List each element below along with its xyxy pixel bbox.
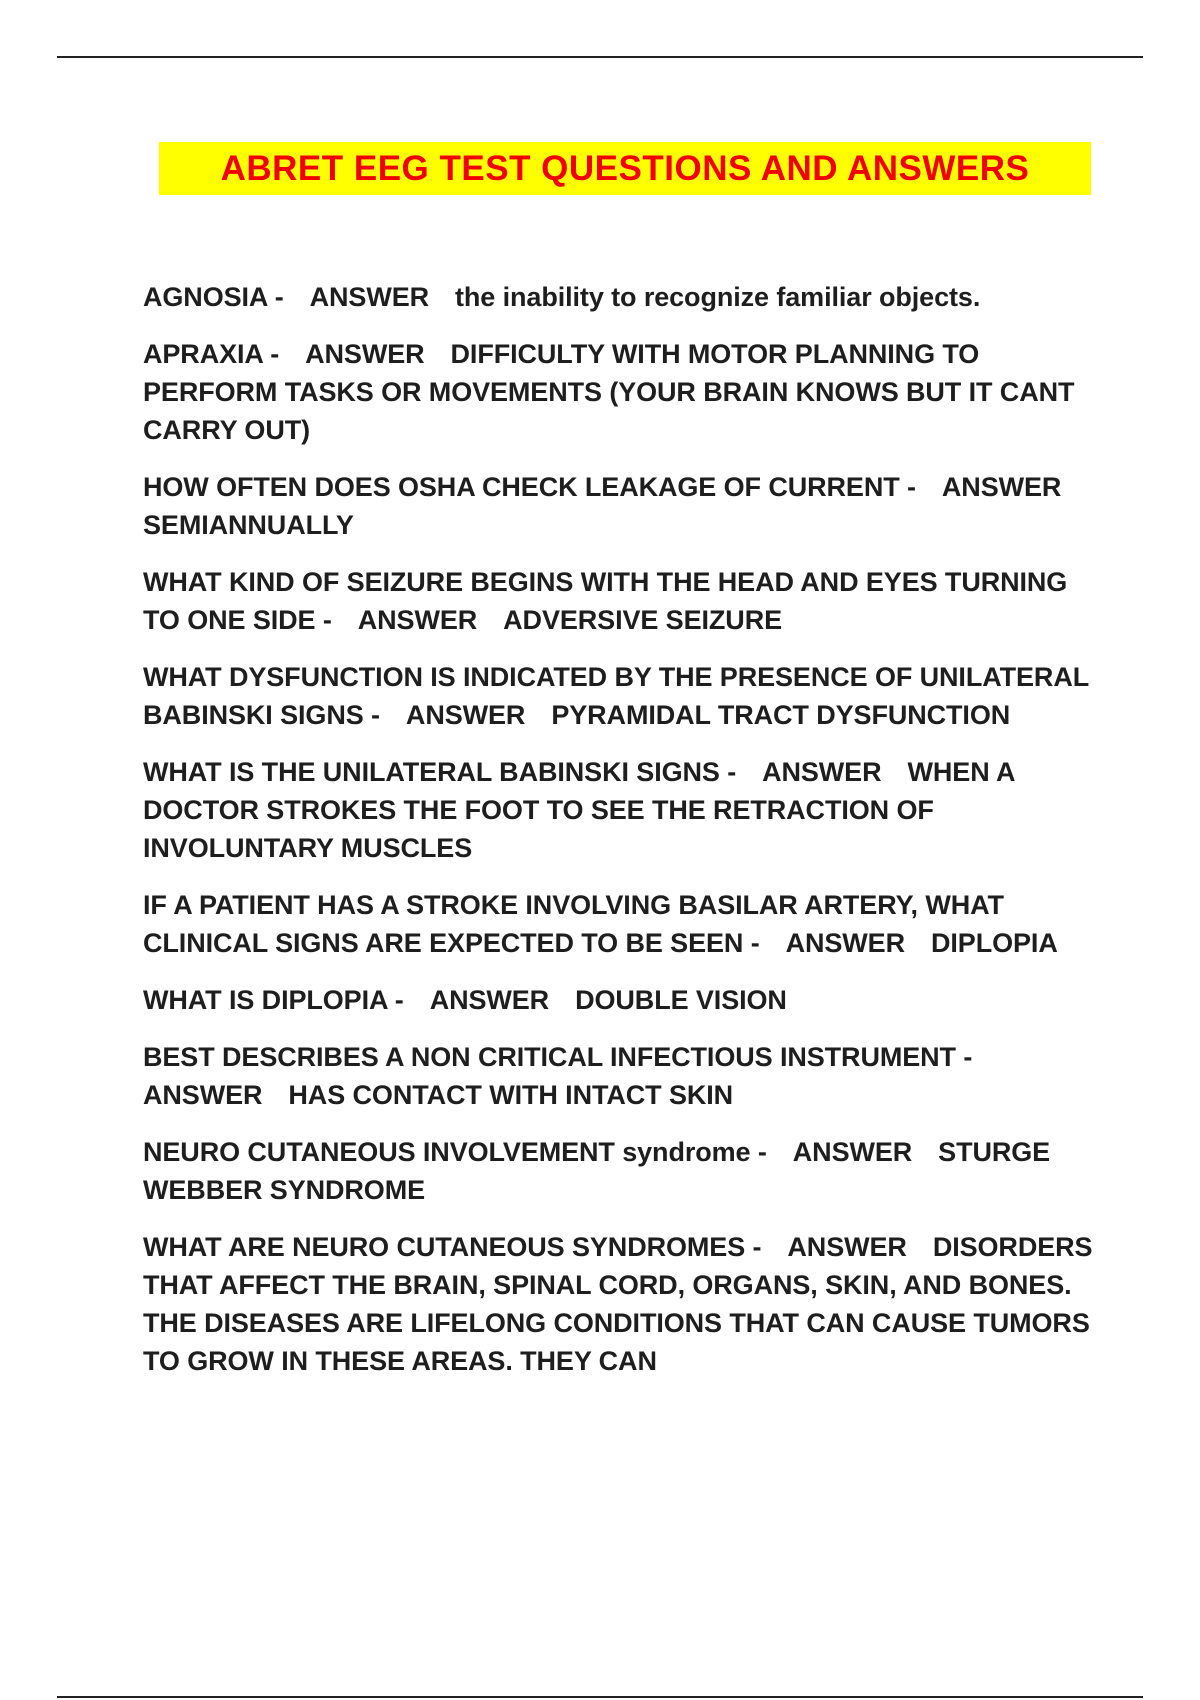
answer-text: SEMIANNUALLY (143, 510, 354, 540)
answer-text: STURGE WEBBER SYNDROME (143, 1137, 1051, 1205)
qa-item (143, 981, 1093, 1019)
question-text: WHAT ARE NEURO CUTANEOUS SYNDROMES - (143, 1232, 762, 1262)
question-text: WHAT KIND OF SEIZURE BEGINS WITH THE HEAD AND EYES TURNING TO ONE SIDE - (143, 567, 1068, 635)
top-rule (57, 56, 1143, 58)
answer-label: ANSWER (762, 757, 882, 787)
answer-label: ANSWER (357, 605, 478, 635)
title-highlight (159, 142, 1091, 195)
answer-text: ADVERSIVE SEIZURE (503, 605, 783, 635)
qa-item (143, 563, 1093, 639)
qa-item (143, 278, 1093, 316)
qa-item (143, 658, 1093, 734)
answer-text: DIFFICULTY WITH MOTOR PLANNING TO PERFORM TASKS OR MOVEMENTS (YOUR BRAIN KNOWS BUT IT CANT CARRY OUT) (143, 339, 1075, 445)
answer-text: DISORDERS THAT AFFECT THE BRAIN, SPINAL CORD, ORGANS, SKIN, AND BONES. THE DISEASES ARE LIFELONG CONDITIONS THAT CAN CAUSE TUMORS TO GROW IN THESE AREAS. THEY CAN (143, 1232, 1093, 1376)
qa-item (143, 886, 1093, 962)
bottom-rule (57, 1696, 1143, 1698)
answer-text: DOUBLE VISION (575, 985, 787, 1015)
question-text: WHAT IS THE UNILATERAL BABINSKI SIGNS - (143, 757, 737, 787)
answer-label: ANSWER (941, 472, 1062, 502)
answer-text: HAS CONTACT WITH INTACT SKIN (288, 1080, 734, 1110)
answer-label: ANSWER (785, 928, 905, 958)
answer-text: PYRAMIDAL TRACT DYSFUNCTION (551, 700, 1011, 730)
question-text: BEST DESCRIBES A NON CRITICAL INFECTIOUS INSTRUMENT - (143, 1042, 973, 1072)
answer-label: ANSWER (792, 1137, 913, 1167)
answer-label: ANSWER (405, 700, 526, 730)
question-text: HOW OFTEN DOES OSHA CHECK LEAKAGE OF CURRENT - (143, 472, 916, 502)
qa-item (143, 1038, 1093, 1114)
answer-label: ANSWER (309, 282, 430, 312)
document-title: ABRET EEG TEST QUESTIONS AND ANSWERS (220, 149, 1030, 188)
question-text: IF A PATIENT HAS A STROKE INVOLVING BASILAR ARTERY, WHAT CLINICAL SIGNS ARE EXPECTED TO BE SEEN - (143, 890, 1004, 958)
answer-text: WHEN A DOCTOR STROKES THE FOOT TO SEE THE RETRACTION OF INVOLUNTARY MUSCLES (143, 757, 1015, 863)
answer-label: ANSWER (305, 339, 425, 369)
question-text: AGNOSIA - (143, 282, 284, 312)
qa-item (143, 1228, 1093, 1380)
answer-label: ANSWER (143, 1080, 263, 1110)
answer-label: ANSWER (787, 1232, 907, 1262)
qa-item (143, 335, 1093, 449)
qa-list (143, 278, 1093, 1399)
qa-item (143, 753, 1093, 867)
question-text: WHAT IS DIPLOPIA - (143, 985, 404, 1015)
answer-text: DIPLOPIA (931, 928, 1058, 958)
qa-item (143, 1133, 1093, 1209)
question-text: APRAXIA - (143, 339, 280, 369)
question-text: WHAT DYSFUNCTION IS INDICATED BY THE PRESENCE OF UNILATERAL BABINSKI SIGNS - (143, 662, 1089, 730)
qa-item (143, 468, 1093, 544)
answer-text: the inability to recognize familiar objects. (455, 282, 981, 312)
answer-label: ANSWER (429, 985, 550, 1015)
question-text: NEURO CUTANEOUS INVOLVEMENT syndrome - (143, 1137, 767, 1167)
